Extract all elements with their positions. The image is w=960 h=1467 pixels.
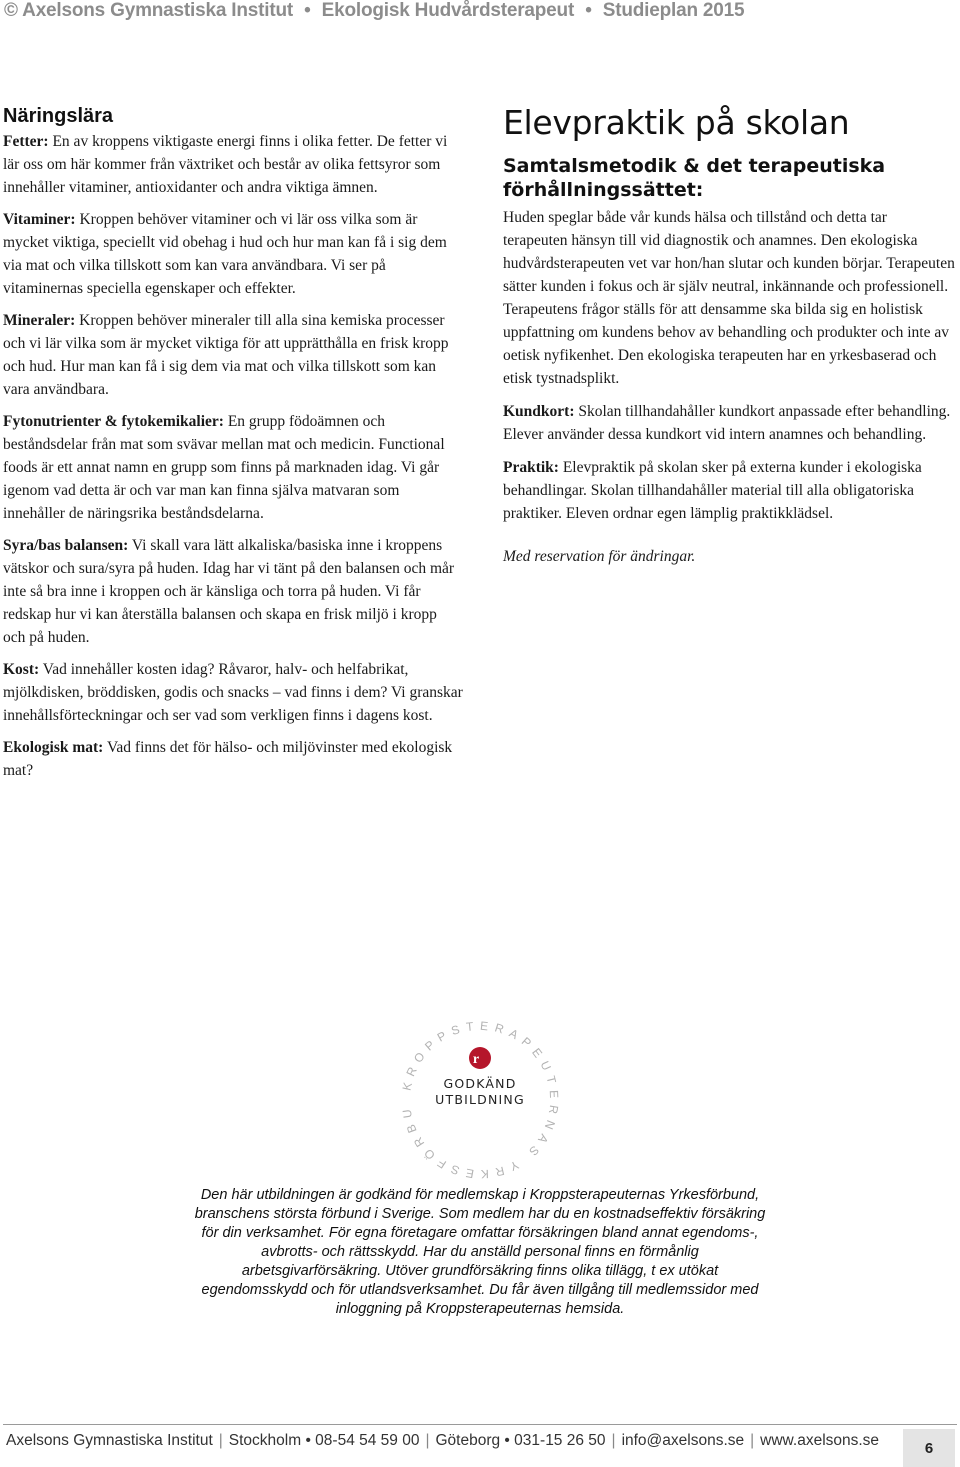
text: En av kroppens viktigaste energi finns i olika fetter. De fetter vi lär oss om här kommer från växtriket och består av olika fettsyror som innehåller vitaminer, antioxidanter och andra viktiga ämnen. — [3, 133, 448, 196]
section-title-elevpraktik: Elevpraktik på skolan — [503, 103, 850, 142]
label: Mineraler: — [3, 312, 76, 329]
label: Fytonutrienter & fytokemikalier: — [3, 413, 224, 430]
membership-notice: Den här utbildningen är godkänd för medlemskap i Kroppsterapeuternas Yrkesförbund, branschens största förbund i Sverige. Som medlem har du en kostnadseffektiv försäkring för din verksamhet. För egna företagare omfattar försäkringen bland annat egendoms-, avbrotts- och rättsskydd. Har du anställd personal finns en förmånlig arbetsgivarförsäkring. Utöver grundförsäkring finns olika tillägg, t ex utökat egendomsskydd och för utlandsverksamhet. Du får även tillgång till medlemssidor med inloggning på Kroppsterapeuternas hemsida. — [194, 1187, 766, 1317]
seal-ring-text: KROPPSTERAPEUTERNAS YRKESFÖRBU — [398, 1018, 562, 1182]
text: En grupp födoämnen och beståndsdelar från mat som svävar mellan mat och medicin. Functional foods är ett annat namn en grupp som finns på marknaden idag. Vi går igenom vad detta är och var man kan finna själva matvaran som innehåller de näringsrika beståndsdelarna. — [3, 413, 445, 522]
right-column — [503, 103, 955, 578]
footer-email[interactable]: info@axelsons.se — [621, 1432, 745, 1449]
footer-separator: | — [750, 1432, 755, 1449]
page-header — [4, 0, 744, 26]
paragraph-praktik — [503, 456, 955, 525]
header-plan: Studieplan 2015 — [602, 0, 745, 21]
footer-stockholm: Stockholm • 08-54 54 59 00 — [228, 1432, 420, 1449]
svg-text:r: r — [472, 1052, 480, 1067]
footer-separator: | — [611, 1432, 616, 1449]
label: Vitaminer: — [3, 211, 76, 228]
header-separator: • — [585, 0, 592, 21]
text: Kroppen behöver mineraler till alla sina kemiska processer och vi lär vilka som är mycket viktiga för att upprätthålla en frisk kropp och hud. Hur man kan få i sig dem via mat och vilka tillskott som kan vara användbara. — [3, 312, 449, 398]
text: Elevpraktik på skolan sker på externa kunder i ekologiska behandlingar. Skolan tillhandahåller material till alla obligatoriska praktiker. Eleven ordnar egen lämplig praktikklädsel. — [503, 459, 922, 522]
text: Skolan tillhandahåller kundkort anpassade efter behandling. Elever använder dessa kundkort vid intern anamnes och behandling. — [503, 403, 951, 443]
seal-line2: UTBILDNING — [435, 1092, 525, 1107]
footer-website[interactable]: www.axelsons.se — [760, 1432, 880, 1449]
page-number: 6 — [903, 1429, 955, 1467]
approved-education-seal — [390, 1010, 570, 1190]
paragraph-mineraler — [3, 309, 463, 401]
paragraph-ekologisk-mat — [3, 736, 463, 782]
label: Ekologisk mat: — [3, 739, 104, 756]
label: Fetter: — [3, 133, 49, 150]
reservation-note: Med reservation för ändringar. — [503, 548, 696, 565]
paragraph-kundkort — [503, 400, 955, 446]
paragraph-fetter — [3, 130, 463, 199]
footer-goteborg: Göteborg • 031-15 26 50 — [435, 1432, 606, 1449]
text: Kroppen behöver vitaminer och vi lär oss vilka som är mycket viktiga, speciellt vid obehag i hud och hur man kan få i sig dem via mat och vilka tillskott som kan vara användbara. Vi ser på vitaminernas speciella egenskaper och effekter. — [3, 211, 447, 297]
text: Vad finns det för hälso- och miljövinster med ekologisk mat? — [3, 739, 453, 779]
paragraph-kost — [3, 658, 463, 727]
subtitle-samtalsmetodik: Samtalsmetodik & det terapeutiska förhållningssättet: — [503, 155, 886, 201]
header-separator: • — [304, 0, 311, 21]
paragraph-intro: Huden speglar både vår kunds hälsa och tillstånd och detta tar terapeuten hänsyn till vid diagnostik och anamnes. Den ekologiska hudvårdsterapeuten vet var hon/han slutar och kunden börjar. Terapeuten sätter kunden i fokus och är själv neutral, inkännande och professionell. Terapeutens frågor ställs för att densamme ska bilda sig en holistisk uppfattning om kundens behov av behandling och produkter och inte av oetisk nyfikenhet. Den ekologiska terapeuten har en yrkesbaserad och etisk tystnadsplikt. — [503, 209, 955, 387]
label: Kundkort: — [503, 403, 575, 420]
seal-line1: GODKÄND — [443, 1076, 517, 1091]
seal-graphic — [390, 1010, 570, 1190]
label: Praktik: — [503, 459, 559, 476]
label: Kost: — [3, 661, 40, 678]
header-copyright: © Axelsons Gymnastiska Institut — [4, 0, 294, 21]
paragraph-syra-bas — [3, 534, 463, 649]
label: Syra/bas balansen: — [3, 537, 129, 554]
header-program: Ekologisk Hudvårdsterapeut — [321, 0, 575, 21]
left-column — [3, 105, 463, 791]
section-title-naringslara: Näringslära — [3, 105, 114, 127]
paragraph-vitaminer — [3, 208, 463, 300]
text: Vad innehåller kosten idag? Råvaror, halv- och helfabrikat, mjölkdisken, bröddisken, godis och snacks – vad finns i dem? Vi granskar innehållsförteckningar och ser vad som verkligen finns i dagens kost. — [3, 661, 463, 724]
text: Vi skall vara lätt alkaliska/basiska inne i kroppens vätskor och sura/syra på huden. Idag har vi tänt på den balansen och mår inte så bra inne i kroppen och är känsliga och torra på huden. Vi får redskap hur vi kan återställa balansen och skapa en frisk miljö i kropp och på huden. — [3, 537, 455, 646]
footer-org: Axelsons Gymnastiska Institut — [6, 1432, 213, 1449]
page-footer — [6, 1432, 879, 1450]
footer-divider — [3, 1424, 957, 1425]
footer-separator: | — [218, 1432, 223, 1449]
footer-separator: | — [425, 1432, 430, 1449]
paragraph-fytonutrienter — [3, 410, 463, 525]
